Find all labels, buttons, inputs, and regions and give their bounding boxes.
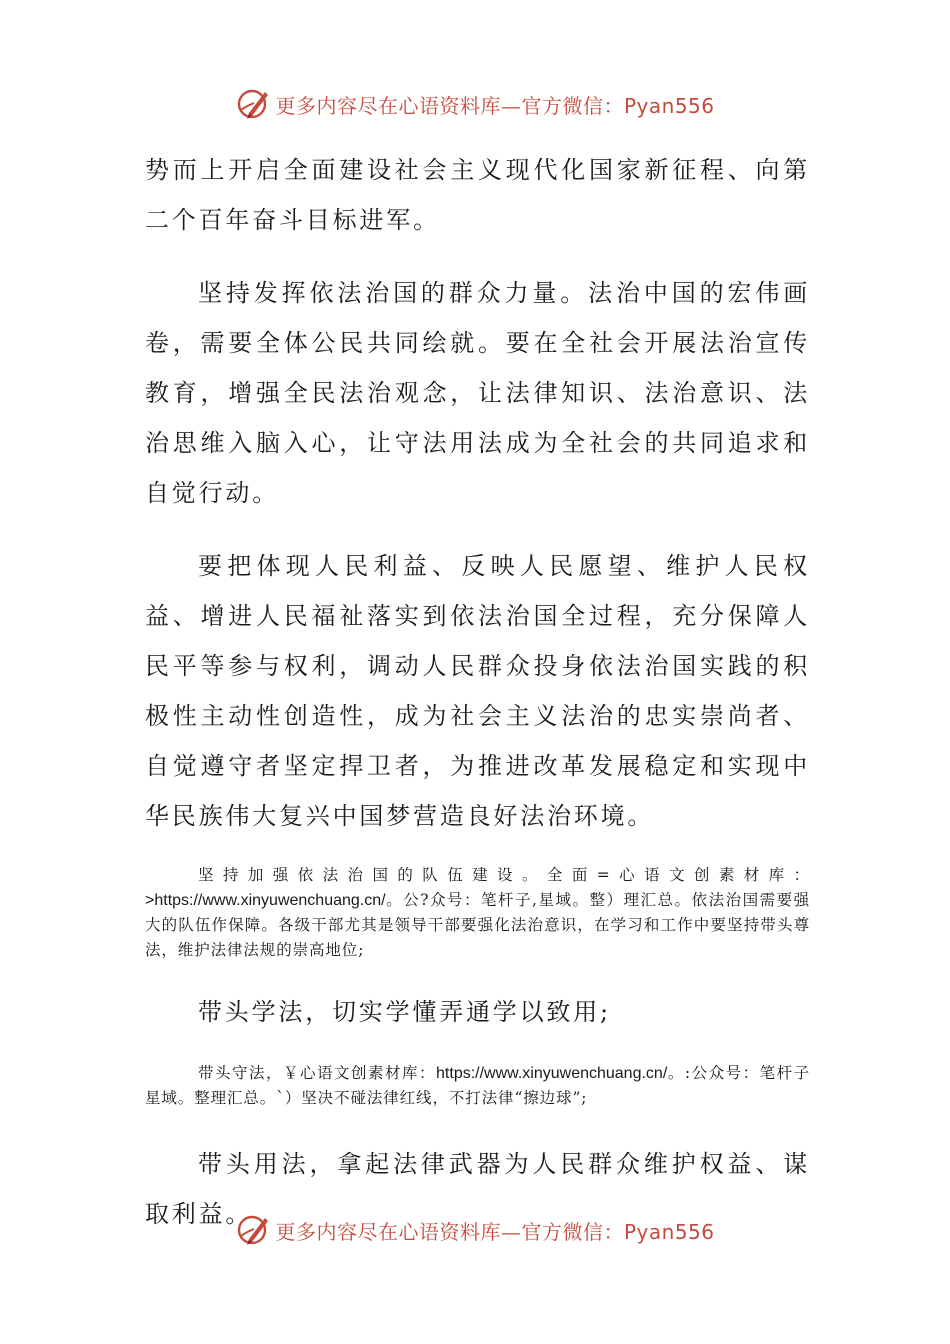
pen-logo-icon — [235, 1212, 271, 1248]
paragraph-7: 带头用法，拿起法律武器为人民群众维护权益、谋取利益。 — [145, 1150, 810, 1228]
watermark-url-2: https://www.xinyuwenchuang.cn/ — [436, 1065, 668, 1082]
header-wechat-id: Pyan556 — [623, 93, 715, 118]
watermark-url-1: >https://www.xinyuwenchuang.cn/ — [145, 892, 386, 909]
footer-banner — [0, 1208, 950, 1252]
paragraph-1: 势而上开启全面建设社会主义现代化国家新征程、向第二个百年奋斗目标进军。 — [145, 156, 810, 234]
header-banner — [0, 82, 950, 126]
pen-logo-icon — [235, 86, 271, 122]
header-banner-text: 更多内容尽在心语资料库—官方微信：Pyan556 — [275, 93, 715, 118]
document-body — [145, 145, 810, 1239]
paragraph-4: 坚持加强依法治国的队伍建设。全面=心语文创素材库：>https://www.xinyuwenchuang.cn/。公?众号：笔杆子,星域。整）理汇总。依法治国需要强大的队伍作保障。各级干部尤其是领导干部要强化法治意识，在学习和工作中要坚持带头尊法，维护法律法规的崇高地位; — [145, 866, 810, 959]
paragraph-3: 要把体现人民利益、反映人民愿望、维护人民权益、增进人民福祉落实到依法治国全过程，充分保障人民平等参与权利，调动人民群众投身依法治国实践的积极性主动性创造性，成为社会主义法治的忠实崇尚者、自觉遵守者坚定捍卫者，为推进改革发展稳定和实现中华民族伟大复兴中国梦营造良好法治环境。 — [145, 552, 810, 830]
footer-banner-text: 更多内容尽在心语资料库—官方微信：Pyan556 — [275, 1219, 715, 1244]
footer-wechat-id: Pyan556 — [623, 1219, 715, 1244]
paragraph-5: 带头学法，切实学懂弄通学以致用; — [198, 998, 611, 1026]
paragraph-2: 坚持发挥依法治国的群众力量。法治中国的宏伟画卷，需要全体公民共同绘就。要在全社会开展法治宣传教育，增强全民法治观念，让法律知识、法治意识、法治思维入脑入心，让守法用法成为全社会的共同追求和自觉行动。 — [145, 279, 810, 507]
paragraph-6: 带头守法，￥心语文创素材库：https://www.xinyuwenchuang.cn/。:公众号：笔杆子星域。整理汇总。`）坚决不碰法律红线，不打法律“擦边球”; — [145, 1064, 810, 1107]
